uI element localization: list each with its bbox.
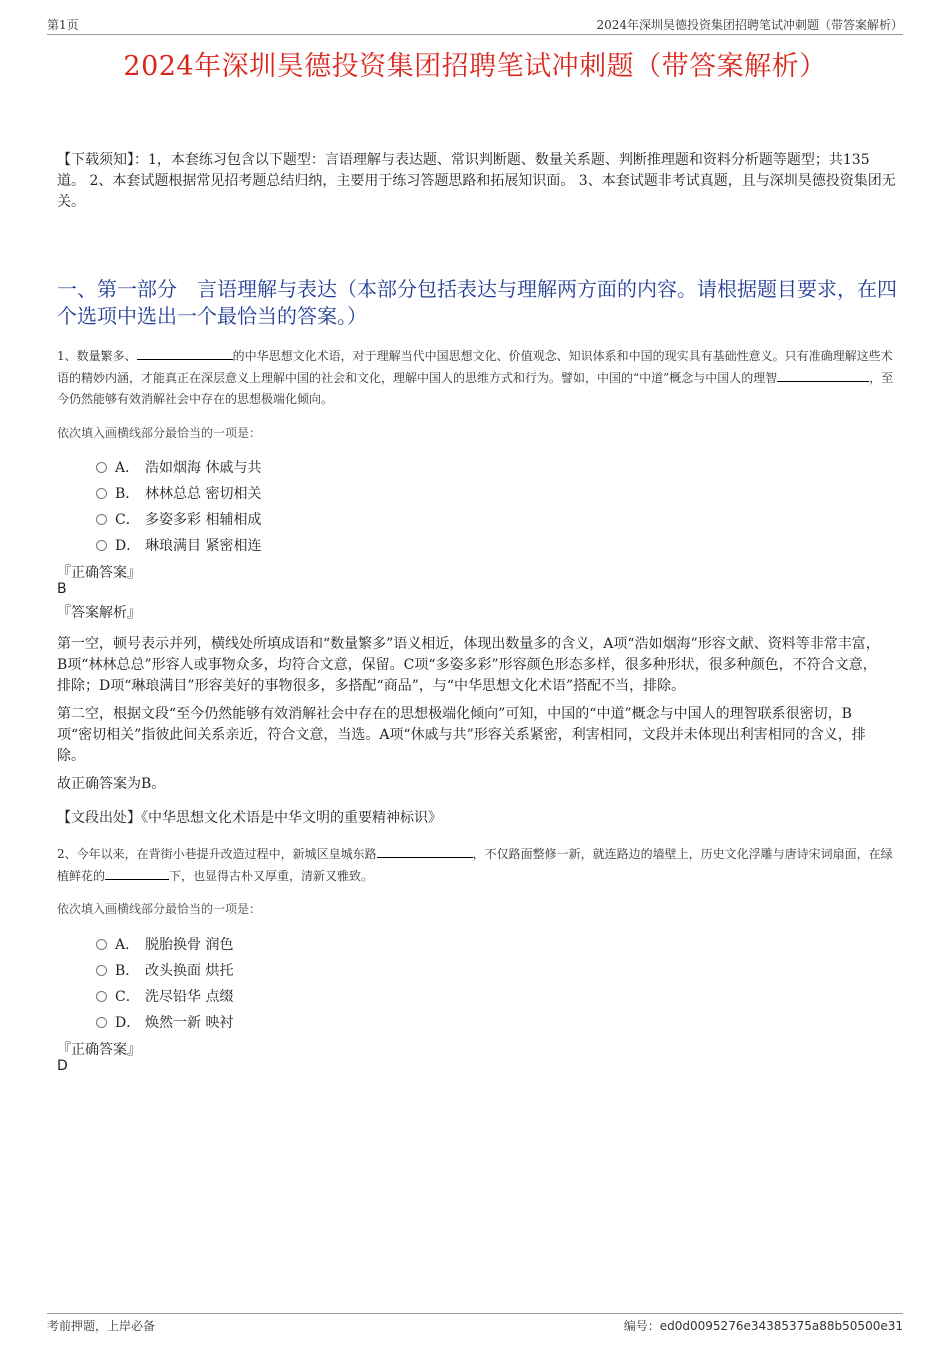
radio-icon[interactable] [96, 991, 107, 1002]
radio-icon[interactable] [96, 514, 107, 525]
question-1-source: 【文段出处】《中华思想文化术语是中华文明的重要精神标识》 [57, 810, 442, 826]
footer-slogan: 考前押题，上岸必备 [47, 1319, 156, 1333]
answer-blank [105, 865, 169, 880]
question-1-answer: B [57, 581, 67, 597]
download-notice: 【下载须知】：1，本套练习包含以下题型：言语理解与表达题、常识判断题、数量关系题、判断推理题和资料分析题等题型；共135道。 2、本套试题根据常见招考题总结归纳，主要用于练习答题思路和拓展知识面。 3、本套试题非考试真题，且与深圳昊德投资集团无关。 [57, 152, 896, 210]
radio-icon[interactable] [96, 1017, 107, 1028]
question-1-option-d[interactable]: D． 琳琅满目 紧密相连 [96, 535, 261, 555]
question-1-answer-label: 『正确答案』 [57, 565, 141, 581]
answer-blank [137, 345, 233, 360]
question-2-option-c[interactable]: C． 洗尽铅华 点缀 [96, 986, 233, 1006]
radio-icon[interactable] [96, 540, 107, 551]
header-doc-title: 2024年深圳昊德投资集团招聘笔试冲刺题（带答案解析） [596, 18, 903, 32]
question-1-analysis-paragraph: 第一空，顿号表示并列，横线处所填成语和“数量繁多”语义相近，体现出数量多的含义，A项“浩如烟海”形容文献、资料等非常丰富，B项“林林总总”形容人或事物众多，均符合文意，保留。C项“多姿多彩”形容颜色形态多样，很多种形状，很多种颜色，不符合文意，排除；D项“琳琅满目”形容美好的事物很多，多搭配“商品”，与“中华思想文化术语”搭配不当，排除。 [57, 636, 880, 694]
question-1-prompt: 依次填入画横线部分最恰当的一项是： [57, 426, 262, 440]
footer-code-block [624, 1317, 903, 1334]
question-2-option-d[interactable]: D． 焕然一新 映衬 [96, 1012, 233, 1032]
page-footer [47, 1313, 903, 1336]
radio-icon[interactable] [96, 488, 107, 499]
question-2-prompt: 依次填入画横线部分最恰当的一项是： [57, 902, 262, 916]
footer-code: ed0d0095276e34385375a88b50500e31 [659, 1319, 903, 1333]
answer-blank [377, 843, 473, 858]
question-1-option-b[interactable]: B． 林林总总 密切相关 [96, 483, 261, 503]
question-1-analysis-label: 『答案解析』 [57, 605, 141, 621]
document-title: 2024年深圳昊德投资集团招聘笔试冲刺题（带答案解析） [123, 51, 827, 82]
question-1-part2: 的中华思想文化术语，对于理解当代中国思想文化、价值观念、知识体系和中国的现实具有基础性意义。只有准确理解这些术语的精妙内涵，才能真正在深层意义上理解中国的社会和文化，理解中国人的思维方式和行为。譬如，中国的“中道”概念与中国人的理智 [57, 349, 893, 385]
question-1-analysis-paragraph: 第二空，根据文段“至今仍然能够有效消解社会中存在的思想极端化倾向”可知，中国的“中道”概念与中国人的理智联系很密切，B项“密切相关”指彼此间关系亲近，符合文意，当选。A项“休戚与共”形容关系紧密，利害相同，文段并未体现出利害相同的含义，排除。 [57, 706, 866, 764]
question-1-text [57, 345, 897, 410]
question-2-answer: D [57, 1058, 68, 1074]
question-1-conclusion: 故正确答案为B。 [57, 776, 166, 792]
question-1-option-c[interactable]: C． 多姿多彩 相辅相成 [96, 509, 261, 529]
question-1-option-a[interactable]: A． 浩如烟海 休戚与共 [96, 457, 261, 477]
question-2-part1: 2、今年以来，在背街小巷提升改造过程中，新城区皇城东路 [57, 847, 377, 861]
radio-icon[interactable] [96, 965, 107, 976]
radio-icon[interactable] [96, 462, 107, 473]
footer-code-label: 编号： [623, 1319, 660, 1333]
question-1-part1: 1、数量繁多、 [57, 349, 137, 363]
question-2-answer-label: 『正确答案』 [57, 1042, 141, 1058]
section-heading: 一、第一部分 言语理解与表达（本部分包括表达与理解两方面的内容。请根据题目要求，在四个选项中选出一个最恰当的答案。） [57, 277, 897, 328]
question-2-option-b[interactable]: B． 改头换面 烘托 [96, 960, 233, 980]
page-header [47, 14, 903, 35]
question-2-part2: ，不仅路面整修一新，就连路边的墙壁上，历史文化浮雕与唐诗宋词扇面，在绿植鲜花的 [57, 847, 893, 883]
answer-blank [777, 367, 869, 382]
question-2-text [57, 843, 897, 887]
question-2-part3: 下，也显得古朴又厚重，清新又雅致。 [169, 869, 374, 883]
page-number: 第1页 [47, 18, 79, 32]
question-1-part3: ，至今仍然能够有效消解社会中存在的思想极端化倾向。 [57, 371, 894, 406]
question-2-option-a[interactable]: A． 脱胎换骨 润色 [96, 934, 233, 954]
radio-icon[interactable] [96, 939, 107, 950]
